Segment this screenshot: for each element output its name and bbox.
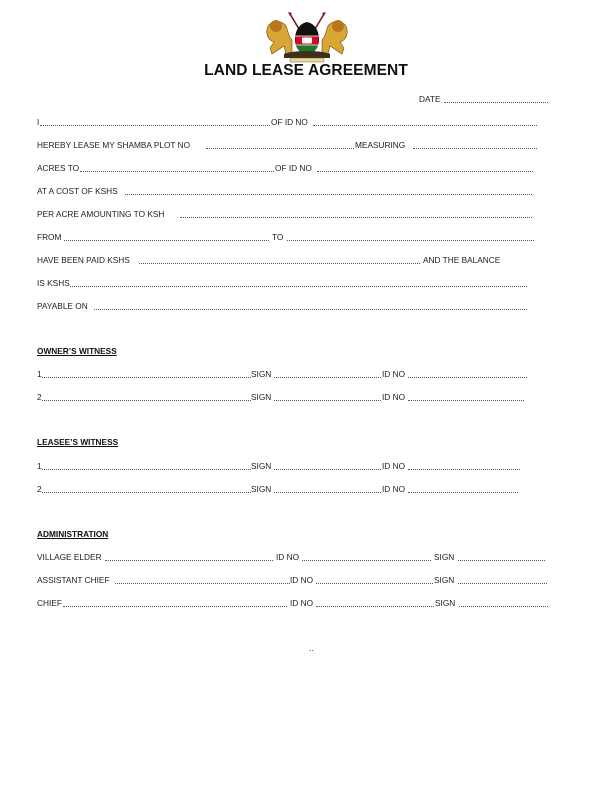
witness-id-field[interactable]	[408, 390, 524, 404]
to-label: TO	[272, 232, 284, 242]
witness-sign-field[interactable]	[274, 482, 381, 496]
chief-label: CHIEF	[37, 598, 62, 608]
witness-number: 1	[37, 461, 42, 471]
payable-on-field[interactable]	[94, 299, 527, 313]
balance-label: AND THE BALANCE	[423, 255, 501, 265]
chief-name-field[interactable]	[63, 596, 287, 610]
witness-sign-field[interactable]	[274, 459, 381, 473]
witness-number: 1	[37, 369, 42, 379]
assistant-chief-id-field[interactable]	[316, 573, 433, 587]
leasees-witness-row	[0, 459, 612, 473]
amount-field[interactable]	[180, 207, 532, 221]
lessor-id-label: OF ID NO	[271, 117, 308, 127]
assistant-chief-label: ASSISTANT CHIEF	[37, 575, 110, 585]
balance-row	[0, 276, 612, 290]
from-label: FROM	[37, 232, 62, 242]
village-elder-sign-field[interactable]	[458, 550, 545, 564]
witness-name-field[interactable]	[42, 482, 251, 496]
admin-row-village-elder	[0, 550, 612, 564]
balance-amount-label: IS KSHS	[37, 278, 70, 288]
village-elder-id-field[interactable]	[302, 550, 431, 564]
sign-label: SIGN	[251, 392, 272, 402]
coat-of-arms-icon	[262, 12, 352, 64]
owners-witness-heading: OWNER’S WITNESS	[37, 346, 117, 356]
document-title: LAND LEASE AGREEMENT	[204, 62, 408, 79]
lessee-label: ACRES TO	[37, 163, 80, 173]
sign-label: SIGN	[251, 484, 272, 494]
leasees-witness-heading: LEASEE’S WITNESS	[37, 437, 119, 447]
id-label: ID NO	[382, 461, 406, 471]
sign-label: SIGN	[251, 369, 272, 379]
chief-sign-field[interactable]	[459, 596, 548, 610]
sign-label: SIGN	[435, 598, 456, 608]
paid-label: HAVE BEEN PAID KSHS	[37, 255, 130, 265]
witness-id-field[interactable]	[408, 367, 527, 381]
paid-amount-field[interactable]	[139, 253, 420, 267]
assistant-chief-name-field[interactable]	[115, 573, 290, 587]
date-label: DATE	[419, 94, 441, 104]
to-date-field[interactable]	[287, 230, 534, 244]
date-row	[0, 92, 612, 106]
id-label: ID NO	[382, 392, 406, 402]
assistant-chief-sign-field[interactable]	[458, 573, 547, 587]
measuring-field[interactable]	[413, 138, 537, 152]
amount-label: PER ACRE AMOUNTING TO KSH	[37, 209, 165, 219]
payable-label: PAYABLE ON	[37, 301, 88, 311]
lessor-id-field[interactable]	[313, 115, 537, 129]
sign-label: SIGN	[434, 552, 455, 562]
witness-name-field[interactable]	[42, 367, 251, 381]
plot-number-field[interactable]	[206, 138, 354, 152]
balance-amount-field[interactable]	[70, 276, 527, 290]
id-label: ID NO	[290, 575, 314, 585]
id-label: ID NO	[382, 369, 406, 379]
measuring-label: MEASURING	[355, 140, 406, 150]
administration-heading: ADMINISTRATION	[37, 529, 109, 539]
lessor-label: I	[37, 117, 40, 127]
id-label: ID NO	[276, 552, 300, 562]
sign-label: SIGN	[434, 575, 455, 585]
paid-row	[0, 253, 612, 267]
cost-field[interactable]	[125, 184, 532, 198]
lessee-row	[0, 161, 612, 175]
chief-id-field[interactable]	[316, 596, 434, 610]
witness-number: 2	[37, 392, 42, 402]
witness-id-field[interactable]	[408, 459, 520, 473]
lessor-row	[0, 115, 612, 129]
amount-row	[0, 207, 612, 221]
lessee-id-label: OF ID NO	[275, 163, 312, 173]
witness-name-field[interactable]	[42, 459, 251, 473]
footer-mark: ..	[309, 643, 315, 653]
leasees-witness-row	[0, 482, 612, 496]
lessee-id-field[interactable]	[317, 161, 533, 175]
owners-witness-row	[0, 367, 612, 381]
lessor-name-field[interactable]	[40, 115, 270, 129]
witness-sign-field[interactable]	[274, 390, 381, 404]
sign-label: SIGN	[251, 461, 272, 471]
lessee-name-field[interactable]	[80, 161, 274, 175]
witness-name-field[interactable]	[42, 390, 251, 404]
admin-row-chief	[0, 596, 612, 610]
cost-row	[0, 184, 612, 198]
period-row	[0, 230, 612, 244]
date-field[interactable]	[444, 92, 548, 106]
witness-id-field[interactable]	[408, 482, 518, 496]
owners-witness-row	[0, 390, 612, 404]
plot-row	[0, 138, 612, 152]
admin-row-assistant-chief	[0, 573, 612, 587]
witness-number: 2	[37, 484, 42, 494]
village-elder-label: VILLAGE ELDER	[37, 552, 102, 562]
village-elder-name-field[interactable]	[105, 550, 273, 564]
plot-label: HEREBY LEASE MY SHAMBA PLOT NO	[37, 140, 191, 150]
id-label: ID NO	[290, 598, 314, 608]
witness-sign-field[interactable]	[274, 367, 381, 381]
id-label: ID NO	[382, 484, 406, 494]
from-date-field[interactable]	[64, 230, 269, 244]
cost-label: AT A COST OF KSHS	[37, 186, 118, 196]
payable-row	[0, 299, 612, 313]
